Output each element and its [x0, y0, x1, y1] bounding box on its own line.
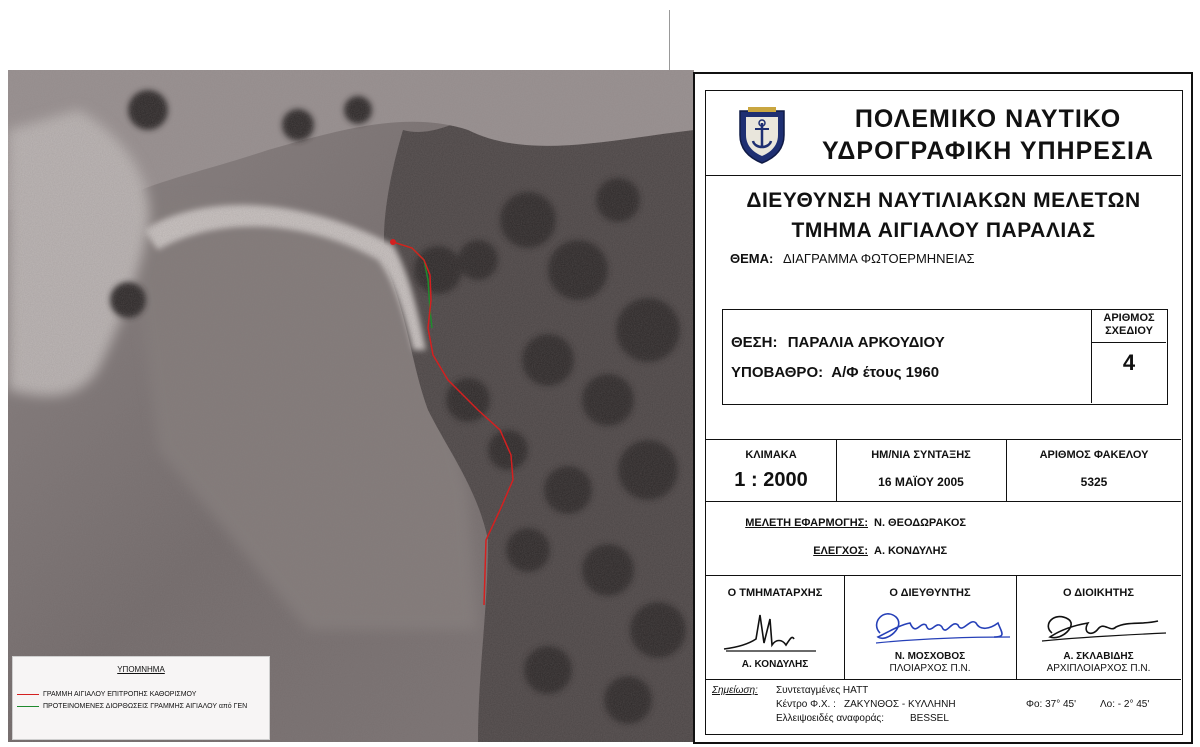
legend-box — [12, 656, 270, 740]
signature-section-head — [720, 609, 830, 660]
signature-name-section-head: Α. ΚΟΝΔΥΛΗΣ — [741, 659, 809, 670]
subject-row — [730, 251, 975, 266]
divider — [1092, 342, 1166, 343]
header-line-2: ΥΔΡΟΓΡΑΦΙΚΗ ΥΠΗΡΕΣΙΑ — [822, 137, 1154, 165]
notes-label: Σημείωση: — [712, 685, 758, 696]
red-line-swatch — [17, 694, 39, 695]
drawing-number-label-line1: ΑΡΙΘΜΟΣ — [1103, 312, 1155, 324]
signature-rank-commander: ΑΡΧΙΠΛΟΙΑΡΧΟΣ Π.Ν. — [1046, 663, 1151, 674]
aerial-photo-svg — [8, 70, 694, 742]
divider — [706, 439, 1181, 440]
subject-value: ΔΙΑΓΡΑΜΜΑ ΦΩΤΟΕΡΜΗΝΕΙΑΣ — [782, 251, 975, 266]
notes-lambda: Λο: - 2° 45' — [1100, 699, 1150, 710]
study-value: Ν. ΘΕΟΔΩΡΑΚΟΣ — [874, 517, 966, 529]
date-value: 16 ΜΑΪΟΥ 2005 — [878, 475, 964, 489]
signature-name-commander: Α. ΣΚΛΑΒΙΔΗΣ — [1063, 651, 1134, 662]
folder-label: ΑΡΙΘΜΟΣ ΦΑΚΕΛΟΥ — [1039, 449, 1149, 461]
drawing-number-value: 4 — [1122, 350, 1136, 375]
navy-emblem-icon — [736, 105, 788, 165]
position-label: ΘΕΣΗ: — [731, 334, 778, 351]
green-line-swatch — [17, 706, 39, 707]
legend-item-shoreline — [17, 691, 196, 698]
check-label: ΕΛΕΓΧΟΣ: — [813, 545, 868, 557]
divider — [706, 575, 1181, 576]
title-block-frame — [705, 90, 1183, 735]
legend-item-label: ΠΡΟΤΕΙΝΟΜΕΝΕΣ ΔΙΟΡΘΩΣΕΙΣ ΓΡΑΜΜΗΣ ΑΙΓΙΑΛΟΥ από ΓΕΝ — [43, 703, 248, 710]
notes-center-value: ΖΑΚΥΝΘΟΣ - ΚΥΛΛΗΝΗ — [844, 699, 956, 710]
scale-value: 1 : 2000 — [734, 469, 808, 491]
signature-commander — [1032, 603, 1172, 656]
signature-title-director: Ο ΔΙΕΥΘΥΝΤΗΣ — [889, 587, 971, 599]
legend-item-label: ΓΡΑΜΜΗ ΑΙΓΙΑΛΟΥ ΕΠΙΤΡΟΠΗΣ ΚΑΘΟΡΙΣΜΟΥ — [43, 691, 197, 698]
background-row — [731, 364, 939, 381]
divider — [706, 679, 1181, 680]
legend-item-corrections — [17, 703, 247, 710]
header-line-1: ΠΟΛΕΜΙΚΟ ΝΑΥΤΙΚΟ — [854, 105, 1122, 133]
notes-ellipsoid-value: BESSEL — [910, 713, 949, 724]
divider — [706, 501, 1181, 502]
title-block — [693, 72, 1193, 744]
notes-phi: Φο: 37° 45' — [1026, 699, 1077, 710]
directorate-line-2: ΤΜΗΜΑ ΑΙΓΙΑΛΟΥ ΠΑΡΑΛΙΑΣ — [791, 219, 1096, 242]
aerial-photo-map[interactable] — [8, 70, 694, 742]
sheet-fold-line — [669, 10, 670, 70]
background-value: Α/Φ έτους 1960 — [831, 364, 940, 381]
drawing-number-label — [1092, 310, 1166, 338]
directorate-line-1: ΔΙΕΥΘΥΝΣΗ ΝΑΥΤΙΛΙΑΚΩΝ ΜΕΛΕΤΩΝ — [746, 189, 1141, 212]
folder-value: 5325 — [1080, 475, 1108, 489]
signature-rank-director: ΠΛΟΙΑΡΧΟΣ Π.Ν. — [889, 663, 971, 674]
legend-title: ΥΠΟΜΝΗΜΑ — [117, 665, 165, 674]
signature-name-director: Ν. ΜΟΣΧΟΒΟΣ — [894, 651, 966, 662]
notes-coords: Συντεταγμένες ΗΑΤΤ — [776, 685, 869, 696]
date-label: ΗΜ/ΝΙΑ ΣΥΝΤΑΞΗΣ — [871, 449, 971, 461]
signature-title-commander: Ο ΔΙΟΙΚΗΤΗΣ — [1063, 587, 1134, 599]
signature-director — [866, 603, 1016, 656]
drawing-number-label-line2: ΣΧΕΔΙΟΥ — [1105, 325, 1153, 337]
check-value: Α. ΚΟΝΔΥΛΗΣ — [874, 545, 948, 557]
signature-title-section-head: Ο ΤΜΗΜΑΤΑΡΧΗΣ — [727, 587, 823, 599]
scale-label: ΚΛΙΜΑΚΑ — [745, 449, 797, 461]
position-value: ΠΑΡΑΛΙΑ ΑΡΚΟΥΔΙΟΥ — [787, 334, 945, 351]
notes-center-label: Κέντρο Φ.Χ. : — [776, 699, 836, 710]
study-label: ΜΕΛΕΤΗ ΕΦΑΡΜΟΓΗΣ: — [745, 517, 868, 529]
divider — [706, 175, 1181, 176]
subject-label: ΘΕΜΑ: — [730, 251, 774, 266]
background-label: ΥΠΟΒΑΘΡΟ: — [731, 364, 824, 381]
position-row — [731, 334, 945, 351]
shoreline-start-marker — [390, 239, 396, 245]
position-box — [722, 309, 1168, 405]
notes-ellipsoid-label: Ελλειψοειδές αναφοράς: — [776, 713, 885, 724]
